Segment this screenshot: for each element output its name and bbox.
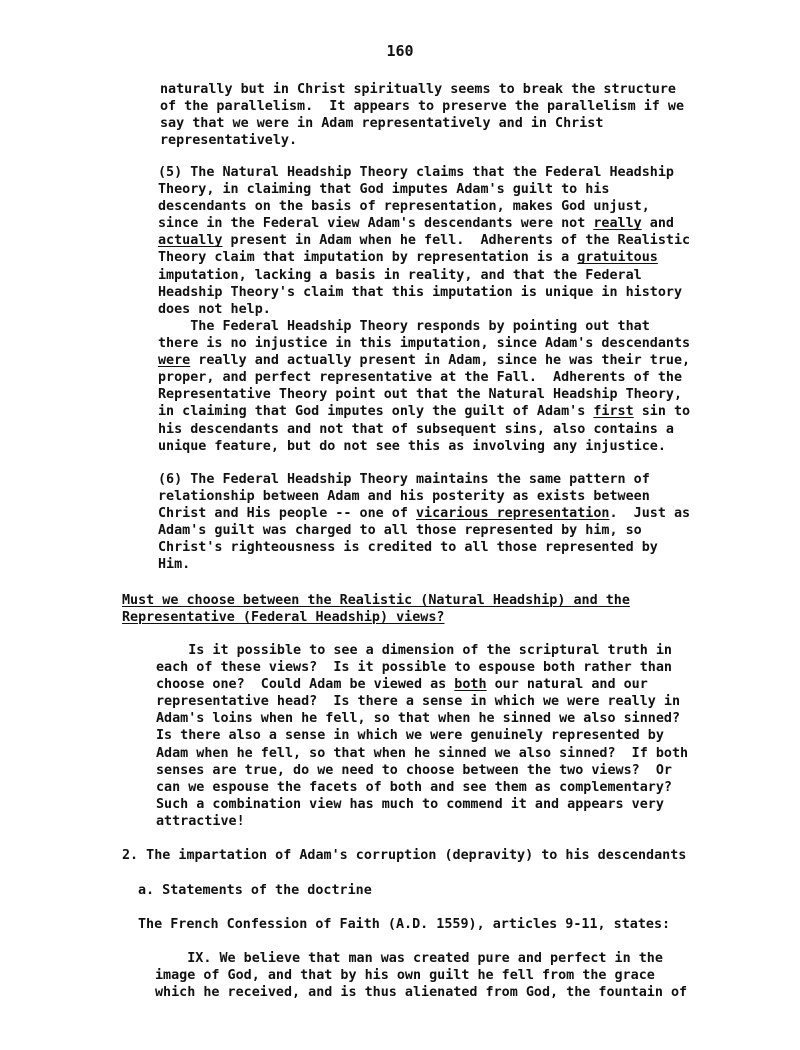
paragraph-5 <box>158 164 690 318</box>
emphasis-really: really <box>593 216 642 232</box>
line: choose one? Could Adam be viewed as <box>156 677 455 693</box>
line: relationship between Adam and his posterity as exists between <box>158 489 650 505</box>
line: Headship Theory's claim that this imputation is unique in history <box>158 284 683 300</box>
section-2a-heading: a. Statements of the doctrine <box>138 883 372 898</box>
line: (5) The Natural Headship Theory claims that the Federal Headship <box>158 165 674 180</box>
line: say that we were in Adam representatively and in Christ <box>160 116 604 132</box>
emphasis-vicarious-representation: vicarious representation <box>415 506 610 522</box>
paragraph-6 <box>158 471 690 574</box>
line: Adam when he fell, so that when he sinned we also sinned? If both <box>156 745 689 761</box>
line: Representative Theory point out that the Natural Headship Theory, <box>158 387 683 403</box>
section-2-heading: 2. The impartation of Adam's corruption (depravity) to his descendants <box>122 848 687 863</box>
line <box>155 951 187 966</box>
heading-line: Representative (Federal Headship) views? <box>122 610 445 626</box>
line: which he received, and is thus alienated from God, the fountain of <box>155 985 688 1001</box>
line: imputation, lacking a basis in reality, and that the Federal <box>158 267 642 283</box>
heading-line: Must we choose between the Realistic (Natural Headship) and the <box>122 593 630 608</box>
line: proper, and perfect representative at the Fall. Adherents of the <box>158 370 683 386</box>
emphasis-gratuitous: gratuitous <box>577 250 658 266</box>
line: of the parallelism. It appears to preserve the parallelism if we <box>160 99 685 115</box>
line: . Just as <box>609 506 691 522</box>
line: there is no injustice in this imputation, since Adam's descendants <box>158 336 691 352</box>
line: Such a combination view has much to commend it and appears very <box>156 796 664 812</box>
line: Is it possible to see a dimension of the scriptural truth in <box>188 643 672 658</box>
emphasis-both: both <box>454 677 487 693</box>
line: IX. We believe that man was created pure and perfect in the <box>187 951 663 966</box>
line: since in the Federal view Adam's descendants were not <box>158 216 594 232</box>
line: descendants on the basis of representation, makes God unjust, <box>158 199 650 215</box>
line: Is there also a sense in which we were genuinely represented by <box>156 728 664 744</box>
line: present in Adam when he fell. Adherents of the Realistic <box>222 233 691 249</box>
line: does not help. <box>158 301 271 317</box>
line: his descendants and not that of subsequent sins, also contains a <box>158 421 674 437</box>
line: unique feature, but do not see this as involving any injustice. <box>158 438 666 454</box>
article-9-quote <box>155 950 687 1001</box>
line: The Federal Headship Theory responds by pointing out that <box>190 319 650 334</box>
line: (6) The Federal Headship Theory maintains the same pattern of <box>158 472 650 487</box>
line: sin to <box>633 404 691 420</box>
line: and <box>641 216 674 232</box>
line: Adam's guilt was charged to all those represented by him, so <box>158 523 642 539</box>
emphasis-actually: actually <box>158 233 223 249</box>
line: Theory claim that imputation by representation is a <box>158 250 578 266</box>
line: senses are true, do we need to choose between the two views? Or <box>156 762 672 778</box>
question-paragraph <box>156 642 688 830</box>
page-number: 160 <box>386 42 414 60</box>
line <box>156 643 188 658</box>
confession-intro: The French Confession of Faith (A.D. 1559), articles 9-11, states: <box>138 917 671 932</box>
intro-paragraph <box>160 81 684 149</box>
line: representatively. <box>160 133 298 149</box>
line: can we espouse the facets of both and see them as complementary? <box>156 779 672 795</box>
line: image of God, and that by his own guilt he fell from the grace <box>155 968 655 984</box>
line: Christ's righteousness is credited to all those represented by <box>158 540 658 556</box>
paragraph-5-response <box>158 318 690 455</box>
line: Adam's loins when he fell, so that when he sinned we also sinned? <box>156 711 681 727</box>
line: naturally but in Christ spiritually seems to break the structure <box>160 82 676 97</box>
section-heading <box>122 592 630 626</box>
line <box>158 319 190 334</box>
line: Theory, in claiming that God imputes Adam's guilt to his <box>158 182 610 198</box>
line: in claiming that God imputes only the guilt of Adam's <box>158 404 594 420</box>
line: attractive! <box>156 813 245 829</box>
emphasis-were: were <box>158 353 191 369</box>
line: each of these views? Is it possible to espouse both rather than <box>156 660 672 676</box>
line: representative head? Is there a sense in which we were really in <box>156 694 681 710</box>
emphasis-first: first <box>593 404 634 420</box>
line: Him. <box>158 557 191 573</box>
line: really and actually present in Adam, since he was their true, <box>190 353 691 369</box>
line: our natural and our <box>486 677 648 693</box>
line: Christ and His people -- one of <box>158 506 416 522</box>
